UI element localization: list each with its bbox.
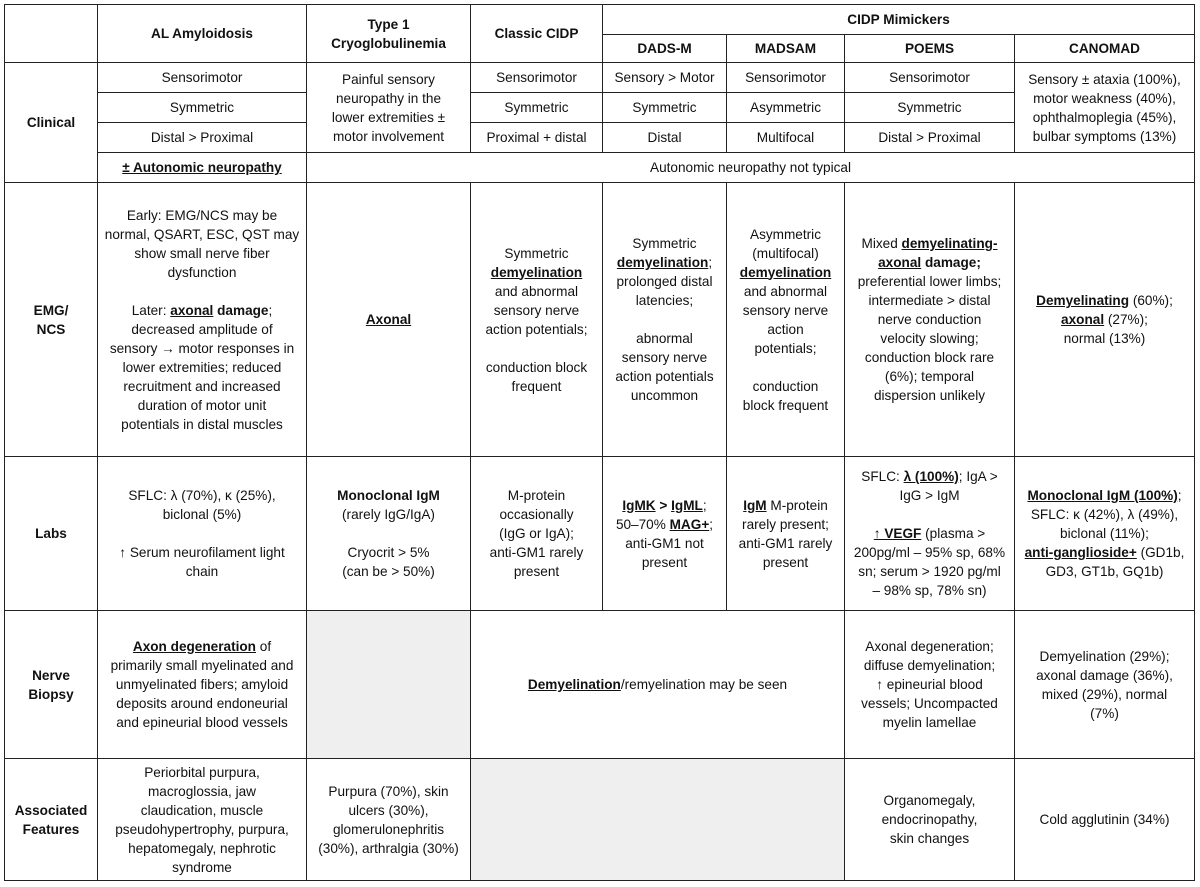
clinical-cidp-1: Sensorimotor — [471, 63, 603, 93]
clinical-dads-2: Symmetric — [603, 93, 727, 123]
biopsy-poems: Axonal degeneration; diffuse demyelination; ↑ epineurial blood vessels; Uncompacted myelin lamellae — [845, 611, 1015, 759]
header-poems: POEMS — [845, 35, 1015, 63]
header-madsam: MADSAM — [727, 35, 845, 63]
row-label-labs: Labs — [5, 457, 98, 611]
clinical-canomad: Sensory ± ataxia (100%), motor weakness (40%), ophthalmoplegia (45%), bulbar symptoms (13%) — [1015, 63, 1195, 153]
clinical-cidp-3: Proximal + distal — [471, 123, 603, 153]
emg-al: Early: EMG/NCS may be normal, QSART, ESC, QST may show small nerve fiber dysfunction Later: axonal damage; decreased amplitude of sensory → motor responses in lower extremities; reduced recruitment and increased duration of motor unit potentials in distal muscles — [98, 183, 307, 457]
clinical-al-3: Distal > Proximal — [98, 123, 307, 153]
associated-poems: Organomegaly, endocrinopathy, skin changes — [845, 759, 1015, 881]
clinical-poems-1: Sensorimotor — [845, 63, 1015, 93]
header-al-amyloidosis: AL Amyloidosis — [98, 5, 307, 63]
clinical-madsam-3: Multifocal — [727, 123, 845, 153]
row-label-clinical: Clinical — [5, 63, 98, 183]
emg-canomad: Demyelinating (60%); axonal (27%); normal (13%) — [1015, 183, 1195, 457]
row-label-associated-features: Associated Features — [5, 759, 98, 881]
labs-cidp: M-protein occasionally (IgG or IgA); anti-GM1 rarely present — [471, 457, 603, 611]
clinical-cidp-2: Symmetric — [471, 93, 603, 123]
clinical-madsam-2: Asymmetric — [727, 93, 845, 123]
labs-al: SFLC: λ (70%), κ (25%), biclonal (5%) ↑ Serum neurofilament light chain — [98, 457, 307, 611]
associated-canomad: Cold agglutinin (34%) — [1015, 759, 1195, 881]
associated-al: Periorbital purpura, macroglossia, jaw claudication, muscle pseudohypertrophy, purpura, hepatomegaly, nephrotic syndrome — [98, 759, 307, 881]
emg-cryo: Axonal — [307, 183, 471, 457]
clinical-dads-3: Distal — [603, 123, 727, 153]
emg-poems: Mixed demyelinating- axonal damage; preferential lower limbs; intermediate > distal nerve conduction velocity slowing; conduction block rare (6%); temporal dispersion unlikely — [845, 183, 1015, 457]
clinical-poems-3: Distal > Proximal — [845, 123, 1015, 153]
biopsy-cryo-empty — [307, 611, 471, 759]
header-dads-m: DADS-M — [603, 35, 727, 63]
emg-dads: Symmetric demyelination; prolonged distal latencies; abnormal sensory nerve action potentials uncommon — [603, 183, 727, 457]
labs-madsam: IgM M-protein rarely present; anti-GM1 rarely present — [727, 457, 845, 611]
associated-cryo: Purpura (70%), skin ulcers (30%), glomerulonephritis (30%), arthralgia (30%) — [307, 759, 471, 881]
labs-canomad: Monoclonal IgM (100%); SFLC: κ (42%), λ (49%), biclonal (11%); anti-ganglioside+ (GD1b, GD3, GT1b, GQ1b) — [1015, 457, 1195, 611]
labs-dads: IgMK > IgML; 50–70% MAG+; anti-GM1 not present — [603, 457, 727, 611]
header-classic-cidp: Classic CIDP — [471, 5, 603, 63]
comparison-table — [4, 4, 1195, 881]
labs-poems: SFLC: λ (100%); IgA > IgG > IgM ↑ VEGF (plasma > 200pg/ml – 95% sp, 68% sn; serum > 1920 pg/ml – 98% sp, 78% sn) — [845, 457, 1015, 611]
emg-cidp: Symmetric demyelination and abnormal sensory nerve action potentials; conduction block frequent — [471, 183, 603, 457]
clinical-autonomic-not-typical: Autonomic neuropathy not typical — [307, 153, 1195, 183]
associated-shared-empty — [471, 759, 845, 881]
labs-cryo: Monoclonal IgM (rarely IgG/IgA) Cryocrit > 5% (can be > 50%) — [307, 457, 471, 611]
clinical-dads-1: Sensory > Motor — [603, 63, 727, 93]
row-label-emg-ncs: EMG/ NCS — [5, 183, 98, 457]
clinical-poems-2: Symmetric — [845, 93, 1015, 123]
header-canomad: CANOMAD — [1015, 35, 1195, 63]
corner-cell — [5, 5, 98, 63]
clinical-al-1: Sensorimotor — [98, 63, 307, 93]
emg-madsam: Asymmetric (multifocal) demyelination and abnormal sensory nerve action potentials; conduction block frequent — [727, 183, 845, 457]
clinical-al-autonomic: ± Autonomic neuropathy — [98, 153, 307, 183]
header-cidp-mimickers: CIDP Mimickers — [603, 5, 1195, 35]
header-cryoglobulinemia: Type 1 Cryoglobulinemia — [307, 5, 471, 63]
clinical-madsam-1: Sensorimotor — [727, 63, 845, 93]
clinical-cryo: Painful sensory neuropathy in the lower extremities ± motor involvement — [307, 63, 471, 153]
biopsy-shared-demyelination: Demyelination/remyelination may be seen — [471, 611, 845, 759]
biopsy-al: Axon degeneration of primarily small myelinated and unmyelinated fibers; amyloid deposits around endoneurial and epineurial blood vessels — [98, 611, 307, 759]
clinical-al-2: Symmetric — [98, 93, 307, 123]
row-label-nerve-biopsy: Nerve Biopsy — [5, 611, 98, 759]
biopsy-canomad: Demyelination (29%); axonal damage (36%), mixed (29%), normal (7%) — [1015, 611, 1195, 759]
